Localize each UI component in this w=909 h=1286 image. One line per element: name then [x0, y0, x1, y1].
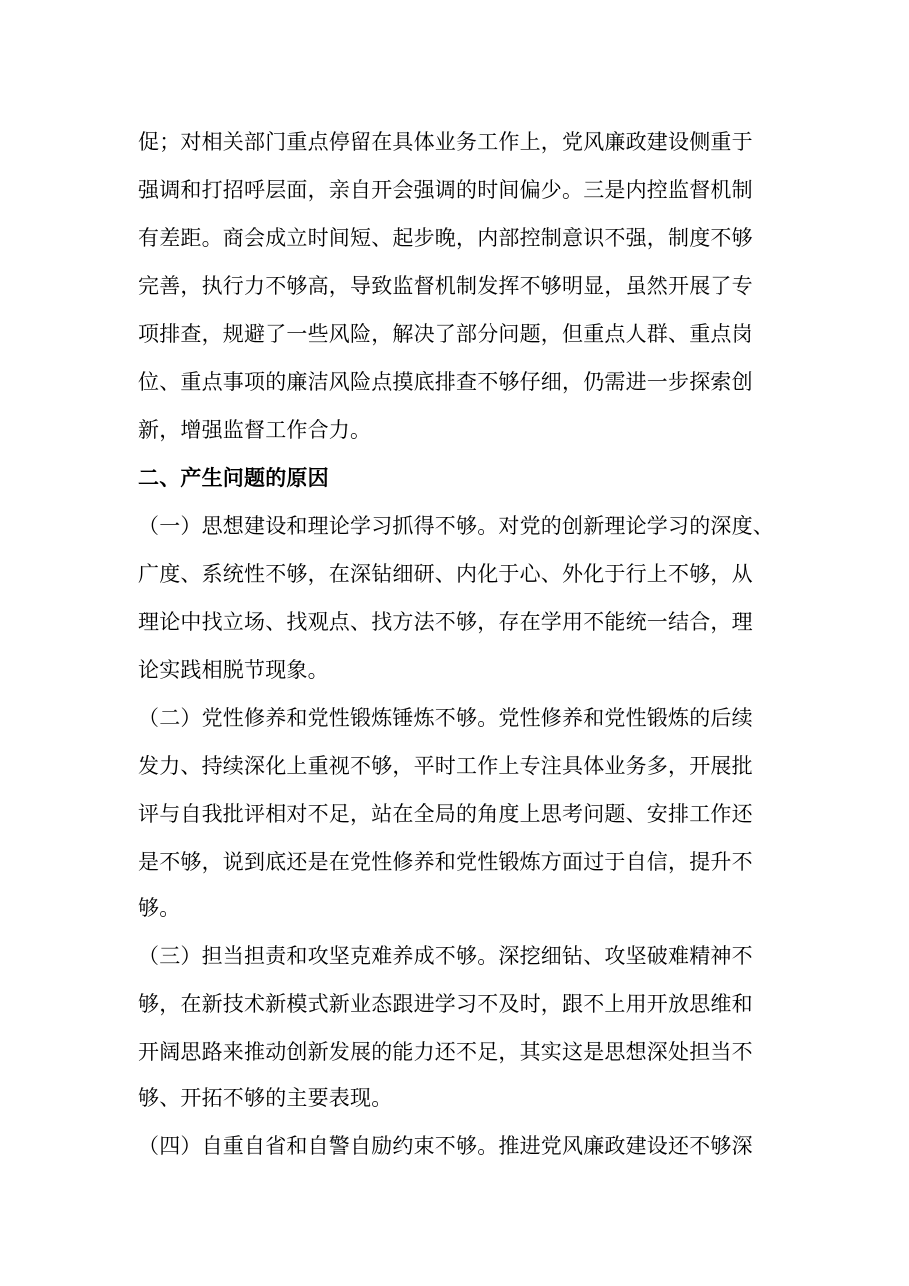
text-line: 发力、持续深化上重视不够，平时工作上专注具体业务多，开展批 [138, 754, 753, 778]
text-line: 广度、系统性不够，在深钻细研、内化于心、外化于行上不够，从 [138, 562, 753, 586]
text-line: 够。 [138, 896, 181, 920]
text-line: （一）思想建设和理论学习抓得不够。对党的创新理论学习的深度、 [138, 514, 774, 538]
text-line: （四）自重自省和自警自励约束不够。推进党风廉政建设还不够深 [138, 1134, 753, 1158]
text-line: 够、开拓不够的主要表现。 [138, 1086, 393, 1110]
text-line: 论实践相脱节现象。 [138, 658, 329, 682]
text-line: 理论中找立场、找观点、找方法不够，存在学用不能统一结合，理 [138, 610, 753, 634]
text-line: 是不够，说到底还是在党性修养和党性锻炼方面过于自信，提升不 [138, 850, 753, 874]
text-line: 新，增强监督工作合力。 [138, 418, 372, 442]
text-line: 促；对相关部门重点停留在具体业务工作上，党风廉政建设侧重于 [138, 130, 753, 154]
text-line: 项排查，规避了一些风险，解决了部分问题，但重点人群、重点岗 [138, 322, 753, 346]
text-line: （三）担当担责和攻坚克难养成不够。深挖细钻、攻坚破难精神不 [138, 944, 753, 968]
text-line: 位、重点事项的廉洁风险点摸底排查不够仔细，仍需进一步探索创 [138, 370, 753, 394]
text-line: 开阔思路来推动创新发展的能力还不足，其实这是思想深处担当不 [138, 1040, 753, 1064]
text-line: 强调和打招呼层面，亲自开会强调的时间偏少。三是内控监督机制 [138, 178, 753, 202]
text-line: （二）党性修养和党性锻炼锤炼不够。党性修养和党性锻炼的后续 [138, 706, 753, 730]
section-heading: 二、产生问题的原因 [138, 466, 329, 490]
text-line: 评与自我批评相对不足，站在全局的角度上思考问题、安排工作还 [138, 802, 753, 826]
text-line: 完善，执行力不够高，导致监督机制发挥不够明显，虽然开展了专 [138, 274, 753, 298]
text-line: 有差距。商会成立时间短、起步晚，内部控制意识不强，制度不够 [138, 226, 753, 250]
text-line: 够，在新技术新模式新业态跟进学习不及时，跟不上用开放思维和 [138, 992, 753, 1016]
